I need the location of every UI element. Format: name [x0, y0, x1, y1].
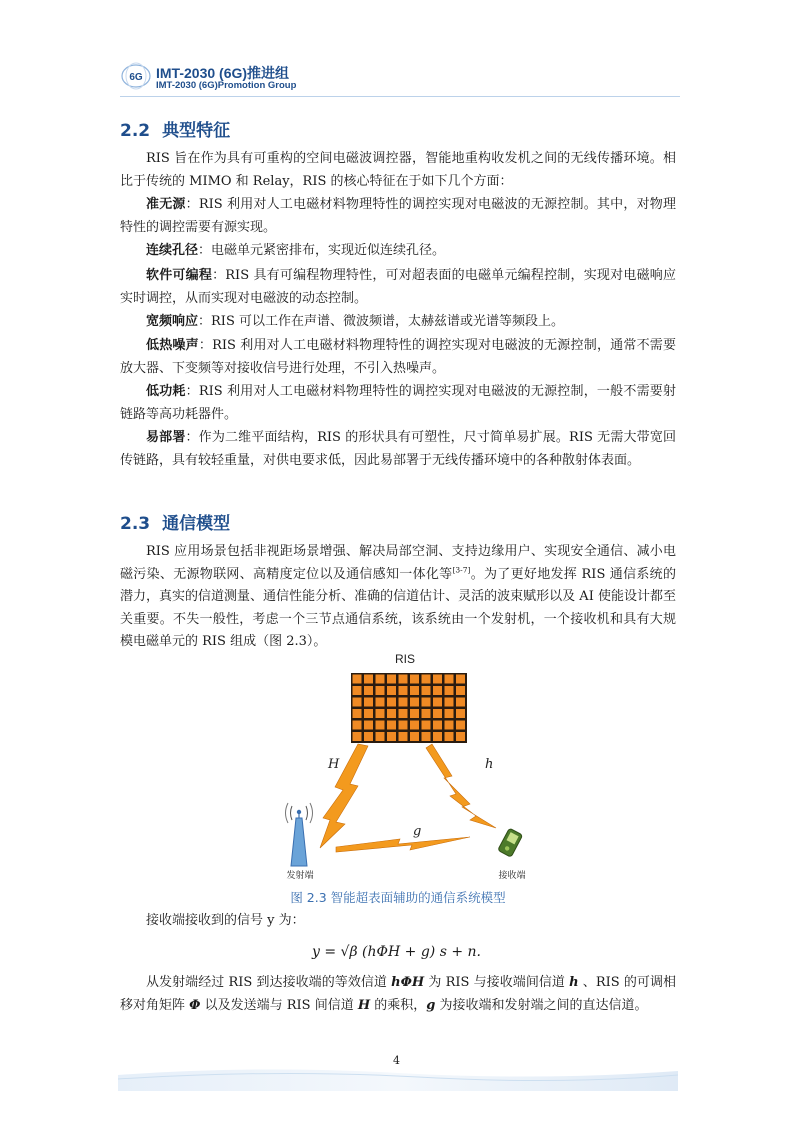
- feature-text: ：RIS 利用对人工电磁材料物理特性的调控实现对电磁波的无源控制，一般不需要射链路等高功耗器件。: [120, 384, 676, 422]
- ris-element: [410, 675, 419, 684]
- receiver-label: 接收端: [498, 871, 526, 881]
- paragraph-text: 、RIS 的可调相移对角矩阵: [120, 975, 676, 1013]
- ris-element: [387, 721, 396, 730]
- ris-element: [445, 721, 454, 730]
- ris-system-diagram: [270, 652, 540, 882]
- feature-paragraph: [120, 240, 676, 263]
- ris-element: [445, 709, 454, 718]
- logo-text: 6G: [129, 72, 143, 83]
- org-name-en: IMT-2030 (6G)Promotion Group: [156, 80, 297, 91]
- section-heading-2-2: [120, 116, 230, 141]
- ris-element: [387, 709, 396, 718]
- paragraph-text: 以及发送端与 RIS 间信道: [200, 997, 358, 1013]
- channel-g-lightning-icon: [336, 837, 470, 852]
- ris-element: [364, 675, 373, 684]
- ris-element: [422, 675, 431, 684]
- channel-explanation-paragraph: [120, 972, 676, 1017]
- org-name: IMT-2030 (6G)推进组: [156, 65, 290, 81]
- ris-element: [376, 675, 385, 684]
- signal-equation: y = √β (hΦH + g) s + n.: [312, 944, 481, 960]
- ris-element: [433, 698, 442, 707]
- ris-element: [410, 721, 419, 730]
- ris-element: [376, 721, 385, 730]
- ris-element: [422, 732, 431, 741]
- ris-element: [364, 732, 373, 741]
- feature-paragraph: [120, 194, 676, 239]
- ris-element: [387, 686, 396, 695]
- section-heading-2-3: [120, 509, 230, 534]
- ris-element: [353, 721, 362, 730]
- feature-term: 准无源: [146, 197, 186, 212]
- ris-element: [399, 686, 408, 695]
- ris-element: [353, 675, 362, 684]
- ris-element: [410, 686, 419, 695]
- math-g: g: [426, 997, 436, 1013]
- citation-ref[interactable]: [3-7]: [452, 565, 471, 575]
- ris-surface-grid: [351, 673, 467, 743]
- math-H: H: [357, 997, 371, 1013]
- transmitter-label: 发射端: [286, 871, 314, 881]
- ris-element: [456, 709, 465, 718]
- feature-paragraph: [120, 265, 676, 310]
- ris-element: [376, 732, 385, 741]
- ris-element: [387, 675, 396, 684]
- math-h: h: [569, 975, 579, 990]
- feature-paragraph: [120, 427, 676, 472]
- footer-decoration: [118, 1065, 678, 1091]
- feature-text: ：RIS 利用对人工电磁材料物理特性的调控实现对电磁波的无源控制。其中，对物理特性的调控需要有源实现。: [120, 197, 676, 235]
- figure-caption: 图 2.3 智能超表面辅助的通信系统模型: [290, 890, 506, 905]
- ris-element: [353, 732, 362, 741]
- header-divider: [120, 96, 680, 97]
- feature-text: ：作为二维平面结构，RIS 的形状具有可塑性，尺寸简单易扩展。RIS 无需大带宽回传链路，具有较轻重量，对供电要求低，因此易部署于无线传播环境中的各种散射体表面。: [120, 430, 676, 468]
- ris-element: [410, 732, 419, 741]
- section-intro-paragraph: RIS 旨在作为具有可重构的空间电磁波调控器，智能地重构收发机之间的无线传播环境。相比于传统的 MIMO 和 Relay，RIS 的核心特征在于如下几个方面：: [120, 151, 676, 189]
- imt-2030-logo-icon: [120, 60, 152, 92]
- ris-element: [456, 698, 465, 707]
- ris-element: [433, 732, 442, 741]
- ris-element: [387, 698, 396, 707]
- ris-element: [364, 709, 373, 718]
- channel-H-label: H: [328, 757, 340, 772]
- ris-element: [456, 721, 465, 730]
- feature-text: ：RIS 具有可编程物理特性，可对超表面的电磁单元编程控制，实现对电磁响应实时调控，从而实现对电磁波的动态控制。: [120, 268, 676, 306]
- ris-element: [433, 686, 442, 695]
- ris-element: [399, 709, 408, 718]
- feature-text: ：RIS 可以工作在声谱、微波频谱，太赫兹谱或光谱等频段上。: [198, 314, 564, 329]
- ris-element: [422, 686, 431, 695]
- paragraph-text: RIS 应用场景包括非视距场景增强、解决局部空洞、支持边缘用户、实现安全通信、减小电磁污染、无源物联网、高精度定位以及通信感知一体化等: [120, 544, 676, 582]
- ris-element: [376, 698, 385, 707]
- ris-element: [376, 709, 385, 718]
- ris-element: [456, 675, 465, 684]
- ris-element: [353, 698, 362, 707]
- paragraph-text: 为 RIS 与接收端间信道: [424, 975, 570, 990]
- paragraph-text: 为接收端和发射端之间的直达信道。: [435, 997, 648, 1013]
- section-number: 2.3: [120, 514, 151, 534]
- ris-element: [422, 698, 431, 707]
- ris-label: RIS: [394, 652, 416, 666]
- section-number: 2.2: [120, 121, 151, 141]
- ris-element: [376, 686, 385, 695]
- section-title: 典型特征: [162, 121, 231, 141]
- feature-term: 软件可编程: [146, 268, 213, 283]
- paragraph-text: 。为了更好地发挥 RIS 通信系统的潜力，真实的信道测量、通信性能分析、准确的信道估计、灵活的波束赋形以及 AI 使能设计都至关重要。不失一般性，考虑一个三节点通信系统，该系统由一个发射机，一个接收机和具有大规模电磁单元的 RIS 组成（图 2.3）。: [120, 566, 676, 649]
- ris-element: [399, 732, 408, 741]
- signal-intro-paragraph: 接收端接收到的信号 y 为：: [146, 913, 305, 928]
- section-paragraph: [120, 541, 676, 654]
- ris-element: [399, 721, 408, 730]
- feature-term: 宽频响应: [146, 314, 199, 329]
- receiver-phone-icon: [498, 828, 523, 857]
- ris-element: [433, 675, 442, 684]
- ris-element: [445, 675, 454, 684]
- ris-element: [445, 732, 454, 741]
- feature-text: ：电磁单元紧密排布，实现近似连续孔径。: [198, 243, 446, 258]
- channel-g-label: g: [413, 824, 422, 839]
- feature-term: 易部署: [146, 430, 186, 445]
- ris-element: [364, 721, 373, 730]
- ris-element: [410, 709, 419, 718]
- feature-text: ：RIS 利用对人工电磁材料物理特性的调控实现对电磁波的无源控制，通常不需要放大器、下变频等对接收信号进行处理，不引入热噪声。: [120, 338, 676, 376]
- page-number: 4: [393, 1054, 400, 1067]
- ris-element: [387, 732, 396, 741]
- ris-element: [422, 709, 431, 718]
- section-title: 通信模型: [162, 514, 231, 534]
- paragraph-text: 从发射端经过 RIS 到达接收端的等效信道: [146, 975, 392, 990]
- feature-paragraph: [120, 381, 676, 426]
- feature-paragraph: [120, 311, 676, 334]
- ris-element: [456, 732, 465, 741]
- ris-element: [410, 698, 419, 707]
- ris-element: [364, 698, 373, 707]
- ris-element: [353, 709, 362, 718]
- feature-term: 低功耗: [146, 384, 186, 399]
- ris-element: [456, 686, 465, 695]
- math-phi: Φ: [189, 997, 201, 1013]
- ris-element: [353, 686, 362, 695]
- transmitter-antenna-icon: [286, 803, 313, 866]
- ris-element: [364, 686, 373, 695]
- ris-element: [399, 698, 408, 707]
- feature-paragraph: [120, 335, 676, 380]
- ris-element: [433, 709, 442, 718]
- feature-term: 连续孔径: [146, 243, 199, 258]
- ris-element: [422, 721, 431, 730]
- ris-element: [445, 686, 454, 695]
- ris-element: [399, 675, 408, 684]
- ris-element: [445, 698, 454, 707]
- page-header: [120, 60, 680, 100]
- channel-h-label: h: [485, 757, 494, 772]
- paragraph-text: 的乘积，: [370, 997, 427, 1013]
- ris-element: [433, 721, 442, 730]
- feature-term: 低热噪声: [146, 338, 199, 353]
- math-hphiH: hΦH: [391, 975, 425, 990]
